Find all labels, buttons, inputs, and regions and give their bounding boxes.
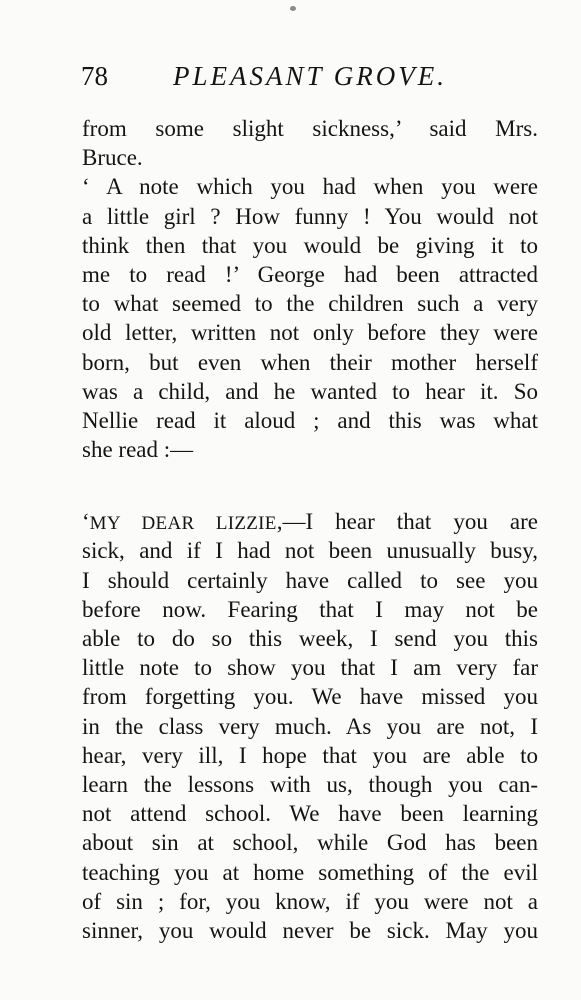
text-line: ‘ A note which you had when you were [82, 174, 538, 200]
text-line: a little girl ? How funny ! You would not [82, 203, 538, 229]
letter-salutation: MY DEAR LIZZIE [89, 513, 277, 535]
text-line: to what seemed to the children such a very [82, 291, 538, 317]
text-line: I should certainly have called to see you [82, 567, 538, 593]
section-gap [82, 464, 538, 507]
text-line: not attend school. We have been learning [82, 801, 538, 827]
page-header [81, 58, 541, 94]
text-line: old letter, written not only before they were [82, 320, 538, 346]
letter-first-line-rest: ,—I hear that you are [276, 509, 538, 535]
letter-salutation-line [82, 507, 538, 536]
text-line: from some slight sickness,’ said Mrs. [82, 116, 538, 141]
body-text [82, 114, 538, 945]
page-number: 78 [81, 61, 108, 91]
text-line: sinner, you would never be sick. May you [82, 917, 538, 943]
text-line: of sin ; for, you know, if you were not a [82, 888, 538, 914]
text-line: sick, and if I had not been unusually busy, [82, 538, 538, 564]
running-title: PLEASANT GROVE. [173, 61, 447, 91]
text-line: able to do so this week, I send you this [82, 626, 538, 651]
text-line: from forgetting you. We have missed you [82, 684, 538, 710]
text-line: think then that you would be giving it to [82, 232, 538, 258]
text-line: before now. Fearing that I may not be [82, 596, 538, 622]
text-line: little note to show you that I am very far [82, 655, 538, 681]
ink-speck [290, 6, 296, 11]
text-line: Bruce. [82, 145, 143, 171]
text-line: me to read !’ George had been attracted [82, 261, 538, 287]
text-line: in the class very much. As you are not, I [82, 713, 538, 739]
text-line: about sin at school, while God has been [82, 830, 538, 856]
text-line: born, but even when their mother herself [82, 349, 538, 375]
letter-open-quote: ‘ [82, 509, 90, 535]
text-line: teaching you at home something of the evil [82, 859, 538, 885]
text-line: Nellie read it aloud ; and this was what [82, 407, 538, 433]
text-line: learn the lessons with us, though you can- [82, 771, 538, 797]
text-line: hear, very ill, I hope that you are able to [82, 742, 538, 768]
text-line: was a child, and he wanted to hear it. So [82, 378, 538, 404]
text-line: she read :— [82, 437, 194, 463]
